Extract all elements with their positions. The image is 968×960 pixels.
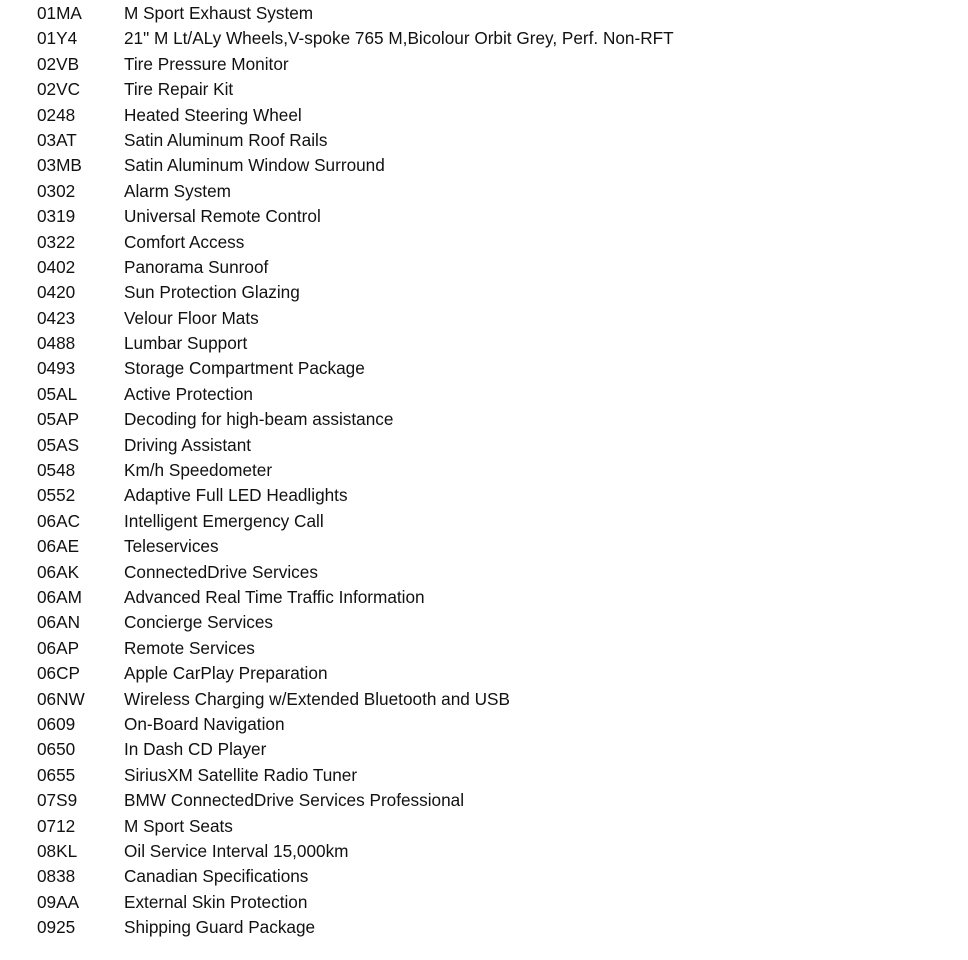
list-item: [37, 687, 937, 712]
list-item: [37, 509, 937, 534]
option-code: 09AA: [37, 891, 80, 912]
list-item: [37, 560, 937, 585]
list-item: [37, 204, 937, 229]
option-description: Alarm System: [124, 180, 231, 201]
option-description: Heated Steering Wheel: [124, 104, 302, 125]
option-description: BMW ConnectedDrive Services Professional: [124, 790, 465, 811]
option-code: 0423: [37, 307, 76, 328]
list-item: [37, 915, 937, 940]
option-description: Tire Pressure Monitor: [124, 53, 289, 74]
option-code: 0712: [37, 815, 76, 836]
option-description: Advanced Real Time Traffic Information: [124, 586, 425, 607]
option-description: Shipping Guard Package: [124, 917, 316, 938]
list-item: [37, 585, 937, 610]
option-description: External Skin Protection: [124, 891, 308, 912]
option-code: 01Y4: [37, 28, 78, 49]
list-item: [37, 661, 937, 686]
option-code: 0322: [37, 231, 76, 252]
option-description: Universal Remote Control: [124, 206, 321, 227]
option-code: 0609: [37, 713, 76, 734]
option-description: Tire Repair Kit: [124, 79, 234, 100]
option-code: 0925: [37, 917, 76, 938]
list-item: [37, 407, 937, 432]
option-description: 21" M Lt/ALy Wheels,V-spoke 765 M,Bicolour Orbit Grey, Perf. Non-RFT: [124, 28, 674, 49]
option-code: 03AT: [37, 129, 77, 150]
option-code: 06AP: [37, 637, 80, 658]
option-code: 02VB: [37, 53, 80, 74]
option-code: 06CP: [37, 663, 80, 684]
option-description: In Dash CD Player: [124, 739, 267, 760]
option-code: 08KL: [37, 840, 78, 861]
option-description: Sun Protection Glazing: [124, 282, 300, 303]
option-code: 0650: [37, 739, 76, 760]
list-item: [37, 153, 937, 178]
option-code: 0493: [37, 358, 76, 379]
list-item: [37, 280, 937, 305]
option-code: 0420: [37, 282, 76, 303]
option-code: 03MB: [37, 155, 82, 176]
option-description: Active Protection: [124, 383, 253, 404]
list-item: [37, 890, 937, 915]
option-code: 0319: [37, 206, 76, 227]
list-item: [37, 179, 937, 204]
list-item: [37, 230, 937, 255]
option-code: 06NW: [37, 688, 85, 709]
list-item: [37, 128, 937, 153]
option-description: Intelligent Emergency Call: [124, 510, 324, 531]
list-item: [37, 103, 937, 128]
list-item: [37, 483, 937, 508]
list-item: [37, 788, 937, 813]
list-item: [37, 814, 937, 839]
list-item: [37, 1, 937, 26]
option-description: On-Board Navigation: [124, 713, 285, 734]
option-code: 02VC: [37, 79, 80, 100]
option-description: Oil Service Interval 15,000km: [124, 840, 349, 861]
list-item: [37, 52, 937, 77]
list-item: [37, 534, 937, 559]
option-code: 0838: [37, 866, 76, 887]
option-description: Storage Compartment Package: [124, 358, 365, 379]
option-description: Adaptive Full LED Headlights: [124, 485, 348, 506]
option-description: Panorama Sunroof: [124, 256, 269, 277]
list-item: [37, 712, 937, 737]
option-code: 01MA: [37, 3, 82, 23]
option-description: ConnectedDrive Services: [124, 561, 318, 582]
option-code: 05AP: [37, 409, 80, 430]
option-code: 0402: [37, 256, 76, 277]
list-item: [37, 433, 937, 458]
option-code: 06AK: [37, 561, 80, 582]
option-code: 06AM: [37, 586, 82, 607]
list-item: [37, 356, 937, 381]
list-item: [37, 331, 937, 356]
option-description: Canadian Specifications: [124, 866, 309, 887]
option-code: 0548: [37, 460, 76, 481]
option-description: Km/h Speedometer: [124, 460, 273, 481]
list-item: [37, 77, 937, 102]
option-code: 06AN: [37, 612, 80, 633]
option-description: Apple CarPlay Preparation: [124, 663, 328, 684]
option-description: Decoding for high-beam assistance: [124, 409, 394, 430]
list-item: [37, 255, 937, 280]
list-item: [37, 763, 937, 788]
list-item: [37, 610, 937, 635]
option-description: Remote Services: [124, 637, 255, 658]
option-description: M Sport Exhaust System: [124, 3, 314, 23]
list-item: [37, 636, 937, 661]
list-item: [37, 382, 937, 407]
option-description: M Sport Seats: [124, 815, 233, 836]
list-item: [37, 458, 937, 483]
option-description: Driving Assistant: [124, 434, 252, 455]
list-item: [37, 737, 937, 762]
option-description: Concierge Services: [124, 612, 274, 633]
list-item: [37, 839, 937, 864]
option-code: 06AE: [37, 536, 80, 557]
option-code: 05AL: [37, 383, 78, 404]
option-description: Velour Floor Mats: [124, 307, 259, 328]
list-item: [37, 864, 937, 889]
option-description: Lumbar Support: [124, 333, 248, 354]
list-item: [37, 26, 937, 51]
option-code: 0655: [37, 764, 76, 785]
option-description: Comfort Access: [124, 231, 245, 252]
option-code: 0248: [37, 104, 76, 125]
option-description: Teleservices: [124, 536, 219, 557]
option-description: Satin Aluminum Roof Rails: [124, 129, 328, 150]
option-description: Wireless Charging w/Extended Bluetooth and USB: [124, 688, 510, 709]
option-code: 06AC: [37, 510, 80, 531]
option-description: SiriusXM Satellite Radio Tuner: [124, 764, 358, 785]
option-code-list: [37, 1, 937, 940]
option-code: 0302: [37, 180, 76, 201]
option-code: 0552: [37, 485, 76, 506]
option-code: 0488: [37, 333, 76, 354]
list-item: [37, 306, 937, 331]
option-description: Satin Aluminum Window Surround: [124, 155, 385, 176]
option-code: 07S9: [37, 790, 78, 811]
option-code: 05AS: [37, 434, 80, 455]
